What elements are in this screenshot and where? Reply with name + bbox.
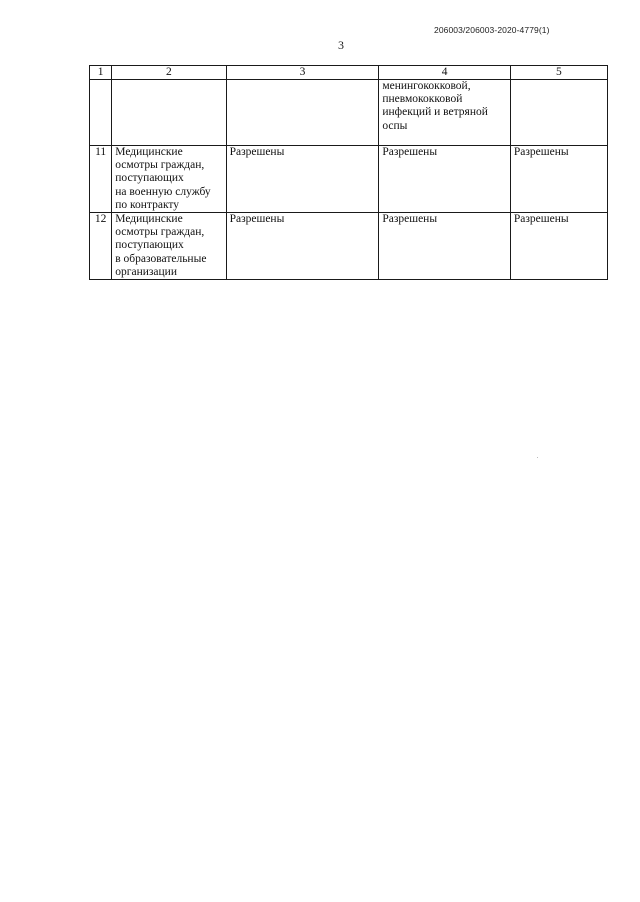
status-cell-col4: менингококковой, пневмококковой инфекций и ветряной оспы [379, 80, 511, 146]
table-row [90, 80, 608, 146]
status-cell-col3: Разрешены [226, 213, 379, 280]
row-number-cell: 11 [90, 146, 112, 213]
activity-name-cell: Медицинские осмотры граждан, поступающих в образовательные организации [112, 213, 226, 280]
regulation-table [89, 65, 608, 280]
scan-speck [537, 457, 538, 458]
page-number: 3 [338, 38, 344, 52]
table-row [90, 213, 608, 280]
document-id: 206003/206003-2020-4779(1) [434, 25, 550, 35]
activity-name-cell: Медицинские осмотры граждан, поступающих на военную службу по контракту [112, 146, 226, 213]
table-row [90, 146, 608, 213]
status-cell-col3: Разрешены [226, 146, 379, 213]
row-number-cell [90, 80, 112, 146]
activity-name-cell [112, 80, 226, 146]
column-header-2: 2 [112, 66, 226, 80]
column-header-3: 3 [226, 66, 379, 80]
row-number-cell: 12 [90, 213, 112, 280]
column-header-1: 1 [90, 66, 112, 80]
column-header-5: 5 [510, 66, 607, 80]
status-cell-col5 [510, 80, 607, 146]
status-cell-col4: Разрешены [379, 213, 511, 280]
status-cell-col5: Разрешены [510, 146, 607, 213]
status-cell-col5: Разрешены [510, 213, 607, 280]
status-cell-col3 [226, 80, 379, 146]
table-header-row [90, 66, 608, 80]
status-cell-col4: Разрешены [379, 146, 511, 213]
column-header-4: 4 [379, 66, 511, 80]
